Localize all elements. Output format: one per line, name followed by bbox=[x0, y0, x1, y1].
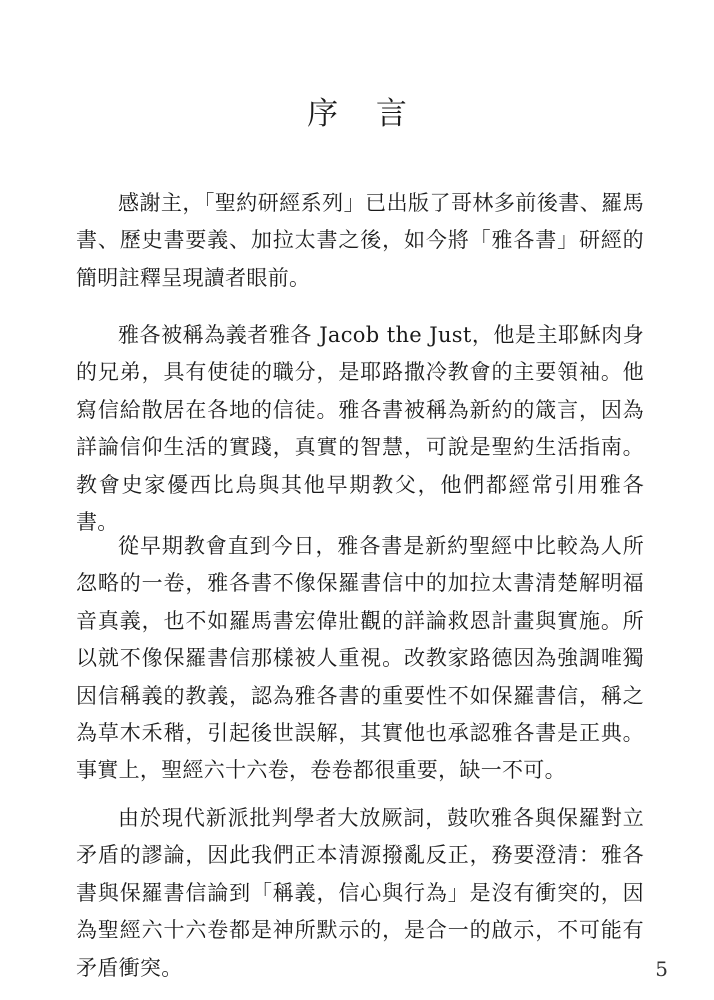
paragraph-2: 雅各被稱為義者雅各 Jacob the Just，他是主耶穌肉身的兄弟，具有使徒的職分，是耶路撒冷教會的主要領袖。他寫信給散居在各地的信徒。雅各書被稱為新約的箴言，因為詳論信仰生活的實踐，真實的智慧，可說是聖約生活指南。教會史家優西比烏與其他早期教父，他們都經常引用雅各書。 bbox=[76, 323, 644, 535]
paragraph-4: 由於現代新派批判學者大放厥詞，鼓吹雅各與保羅對立矛盾的謬論，因此我們正本清源撥亂反正，務要澄清：雅各書與保羅書信論到「稱義，信心與行為」是沒有衝突的，因為聖經六十六卷都是神所默示的，是合一的啟示，不可能有矛盾衝突。 bbox=[76, 806, 644, 980]
paragraph-3: 從早期教會直到今日，雅各書是新約聖經中比較為人所忽略的一卷，雅各書不像保羅書信中的加拉太書清楚解明福音真義，也不如羅馬書宏偉壯觀的詳論救恩計畫與實施。所以就不像保羅書信那樣被人重視。改教家路德因為強調唯獨因信稱義的教義，認為雅各書的重要性不如保羅書信，稱之為草木禾稭，引起後世誤解，其實他也承認雅各書是正典。事實上，聖經六十六卷，卷卷都很重要，缺一不可。 bbox=[76, 534, 644, 783]
page-title: 序 言 bbox=[307, 96, 421, 132]
page-number: 5 bbox=[655, 957, 668, 981]
paragraph-1: 感謝主，「聖約研經系列」已出版了哥林多前後書、羅馬書、歷史書要義、加拉太書之後，如今將「雅各書」研經的簡明註釋呈現讀者眼前。 bbox=[76, 191, 644, 290]
